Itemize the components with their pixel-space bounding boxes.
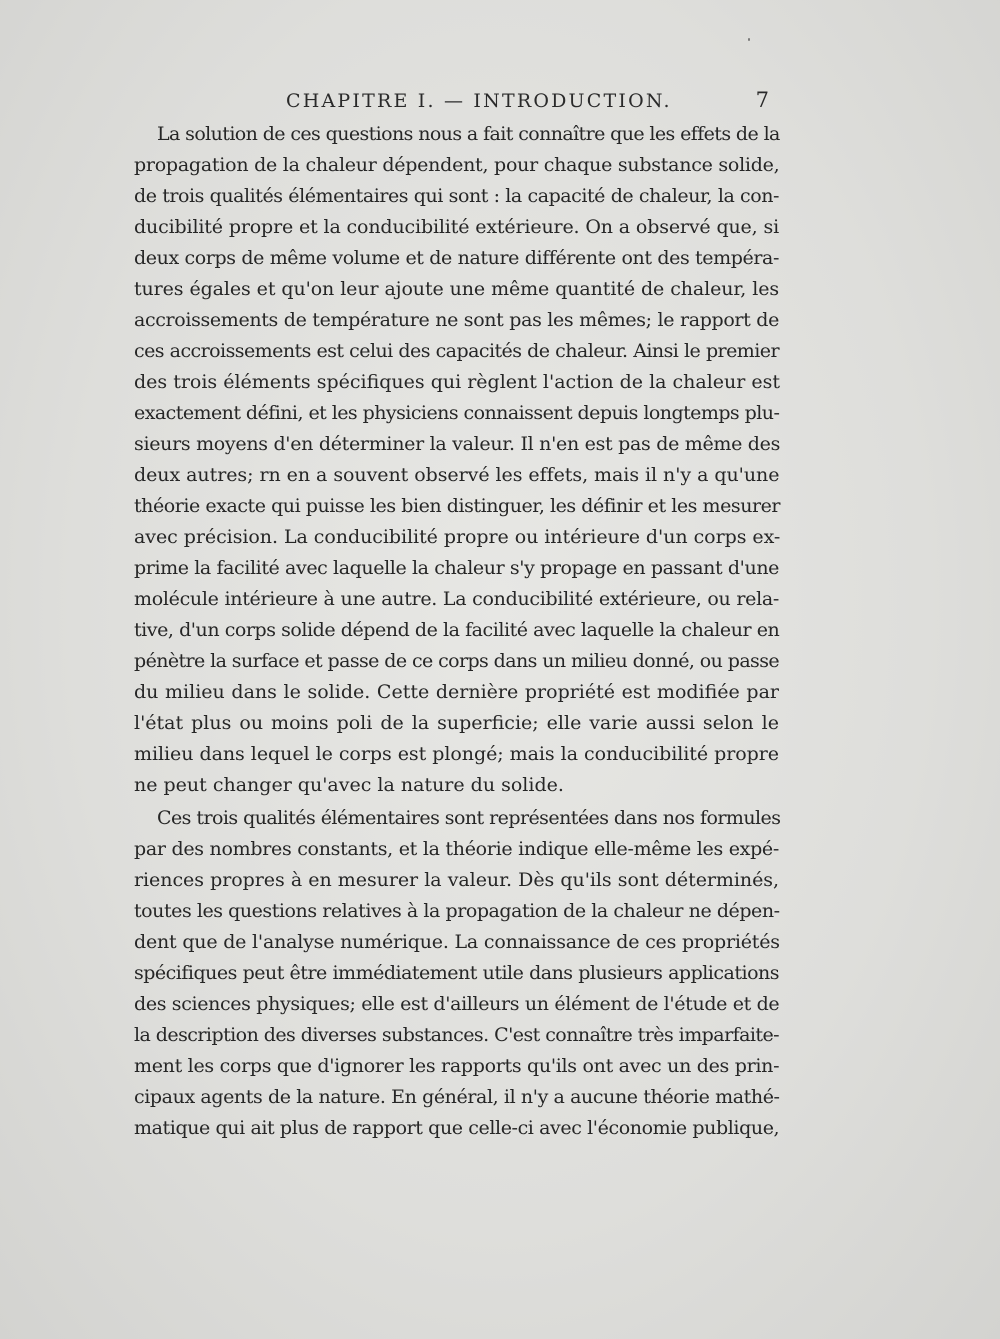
text-line: sieurs moyens d'en déterminer la valeur. Il n'en est pas de même des <box>134 433 781 455</box>
text-line: tures égales et qu'on leur ajoute une même quantité de chaleur, les <box>134 278 779 300</box>
text-line: deux autres; rn en a souvent observé les effets, mais il n'y a qu'une <box>134 464 780 486</box>
text-line: ces accroissements est celui des capacités de chaleur. Ainsi le premier <box>134 340 779 362</box>
text-line: des trois éléments spécifiques qui règlent l'action de la chaleur est <box>134 371 781 393</box>
text-line: de trois qualités élémentaires qui sont : la capacité de chaleur, la con- <box>134 185 779 207</box>
text-line: théorie exacte qui puisse les bien distinguer, les définir et les mesurer <box>134 495 781 517</box>
text-line: La solution de ces questions nous a fait connaître que les effets de la <box>157 123 780 145</box>
text-line: spécifiques peut être immédiatement utile dans plusieurs applications <box>134 962 779 984</box>
text-line: deux corps de même volume et de nature différente ont des tempéra- <box>134 247 779 269</box>
text-line: cipaux agents de la nature. En général, il n'y a aucune théorie mathé- <box>134 1086 780 1108</box>
text-line: ment les corps que d'ignorer les rapports qu'ils ont avec un des prin- <box>134 1055 780 1077</box>
text-line: exactement défini, et les physiciens connaissent depuis longtemps plu- <box>134 402 780 424</box>
text-line: dent que de l'analyse numérique. La connaissance de ces propriétés <box>134 931 780 953</box>
running-title: CHAPITRE I. — INTRODUCTION. <box>286 90 672 112</box>
text-line: accroissements de température ne sont pas les mêmes; le rapport de <box>134 309 779 331</box>
paper-speck <box>748 38 750 41</box>
page-number: 7 <box>755 88 769 112</box>
text-line: ducibilité propre et la conducibilité extérieure. On a observé que, si <box>134 216 779 238</box>
paragraph <box>134 119 779 801</box>
text-line: riences propres à en mesurer la valeur. Dès qu'ils sont déterminés, <box>134 869 779 891</box>
text-line: pénètre la surface et passe de ce corps dans un milieu donné, ou passe <box>134 650 779 672</box>
text-line: ne peut changer qu'avec la nature du solide. <box>134 774 564 796</box>
text-line: Ces trois qualités élémentaires sont représentées dans nos formules <box>157 807 781 829</box>
page-header <box>134 86 779 118</box>
text-line: la description des diverses substances. C'est connaître très imparfaite- <box>134 1024 780 1046</box>
text-line: du milieu dans le solide. Cette dernière propriété est modifiée par <box>134 681 779 703</box>
text-line: propagation de la chaleur dépendent, pour chaque substance solide, <box>134 154 780 176</box>
text-line: toutes les questions relatives à la propagation de la chaleur ne dépen- <box>134 900 780 922</box>
text-line: par des nombres constants, et la théorie indique elle-même les expé- <box>134 838 779 860</box>
text-line: avec précision. La conducibilité propre ou intérieure d'un corps ex- <box>134 526 781 548</box>
body-text <box>134 119 779 1144</box>
text-line: molécule intérieure à une autre. La conducibilité extérieure, ou rela- <box>134 588 779 610</box>
text-line: matique qui ait plus de rapport que celle-ci avec l'économie publique, <box>134 1117 780 1139</box>
text-line: prime la facilité avec laquelle la chaleur s'y propage en passant d'une <box>134 557 779 579</box>
text-line: milieu dans lequel le corps est plongé; mais la conducibilité propre <box>134 743 779 765</box>
text-line: l'état plus ou moins poli de la superficie; elle varie aussi selon le <box>134 712 779 734</box>
text-line: des sciences physiques; elle est d'ailleurs un élément de l'étude et de <box>134 993 780 1015</box>
text-line: tive, d'un corps solide dépend de la facilité avec laquelle la chaleur en <box>134 619 780 641</box>
paragraph <box>134 803 779 1144</box>
